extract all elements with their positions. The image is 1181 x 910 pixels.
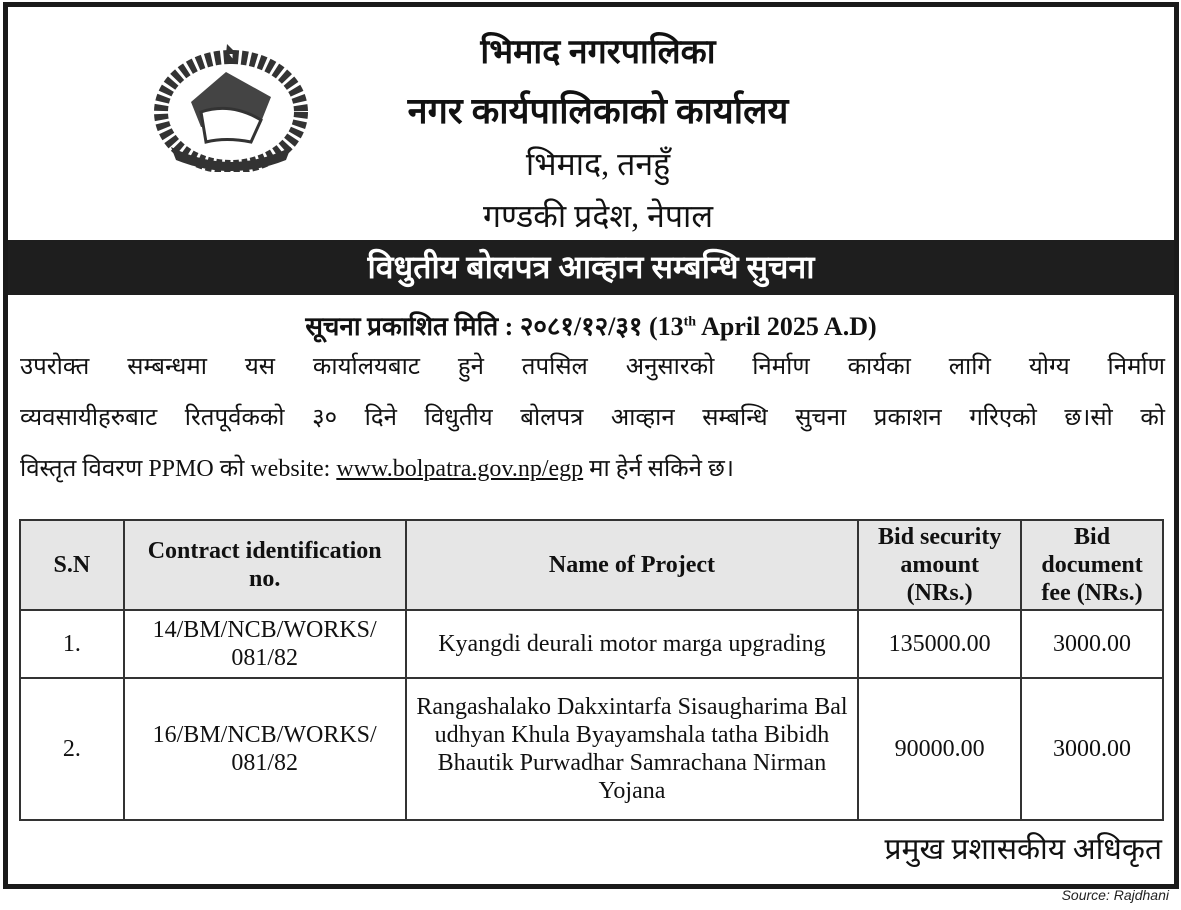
cell-sn: 1. [20, 610, 124, 678]
municipality-name: भिमाद नगरपालिका [480, 34, 716, 71]
cell-bid-security: 135000.00 [858, 610, 1021, 678]
tender-table [19, 519, 1164, 821]
publish-date-label: सूचना प्रकाशित मिति : २०८१/१२/३१ [305, 312, 643, 341]
body-line-2: व्यवसायीहरुबाट रितपूर्वकको ३० दिने विधुतीय बोलपत्र आव्हान सम्बन्धि सुचना प्रकाशन गरिएको छ।सो को [20, 405, 1165, 431]
table-row [20, 678, 1163, 820]
cell-bid-security: 90000.00 [858, 678, 1021, 820]
cell-bid-fee: 3000.00 [1021, 678, 1163, 820]
col-bid-fee: Bid document fee (NRs.) [1021, 520, 1163, 610]
publish-date-ad: (13th April 2025 A.D) [648, 312, 877, 341]
col-sn: S.N [20, 520, 124, 610]
signatory-title: प्रमुख प्रशासकीय अधिकृत [884, 833, 1162, 866]
office-name: नगर कार्यपालिकाको कार्यालय [407, 91, 789, 131]
bolpatra-link[interactable]: www.bolpatra.gov.np/egp [336, 456, 584, 482]
cell-contract-id: 14/BM/NCB/WORKS/ 081/82 [124, 610, 406, 678]
cell-project-name: Kyangdi deurali motor marga upgrading [406, 610, 859, 678]
publish-date [8, 307, 1174, 343]
notice-frame [3, 2, 1179, 889]
body-line-1: उपरोक्त सम्बन्धमा यस कार्यालयबाट हुने तपसिल अनुसारको निर्माण कार्यका लागि योग्य निर्माण [20, 354, 1165, 380]
col-bid-security: Bid security amount (NRs.) [858, 520, 1021, 610]
office-location: भिमाद, तनहुँ [525, 146, 671, 182]
nepal-emblem-icon [151, 42, 311, 172]
body-line-3: विस्तृत विवरण PPMO को website: www.bolpatra.gov.np/egp मा हेर्न सकिने छ। [20, 456, 734, 482]
cell-project-name: Rangashalako Dakxintarfa Sisaugharima Bal udhyan Khula Byayamshala tatha Bibidh Bhautik Purwadhar Samrachana Nirman Yojana [406, 678, 859, 820]
col-contract-id: Contract identification no. [124, 520, 406, 610]
province-country: गण्डकी प्रदेश, नेपाल [482, 198, 714, 234]
notice-title-banner: विधुतीय बोलपत्र आव्हान सम्बन्धि सुचना [8, 240, 1174, 295]
col-project-name: Name of Project [406, 520, 859, 610]
table-row [20, 610, 1163, 678]
cell-contract-id: 16/BM/NCB/WORKS/ 081/82 [124, 678, 406, 820]
cell-sn: 2. [20, 678, 124, 820]
source-credit: Source: Rajdhani [1061, 887, 1169, 903]
table-header-row [20, 520, 1163, 610]
cell-bid-fee: 3000.00 [1021, 610, 1163, 678]
